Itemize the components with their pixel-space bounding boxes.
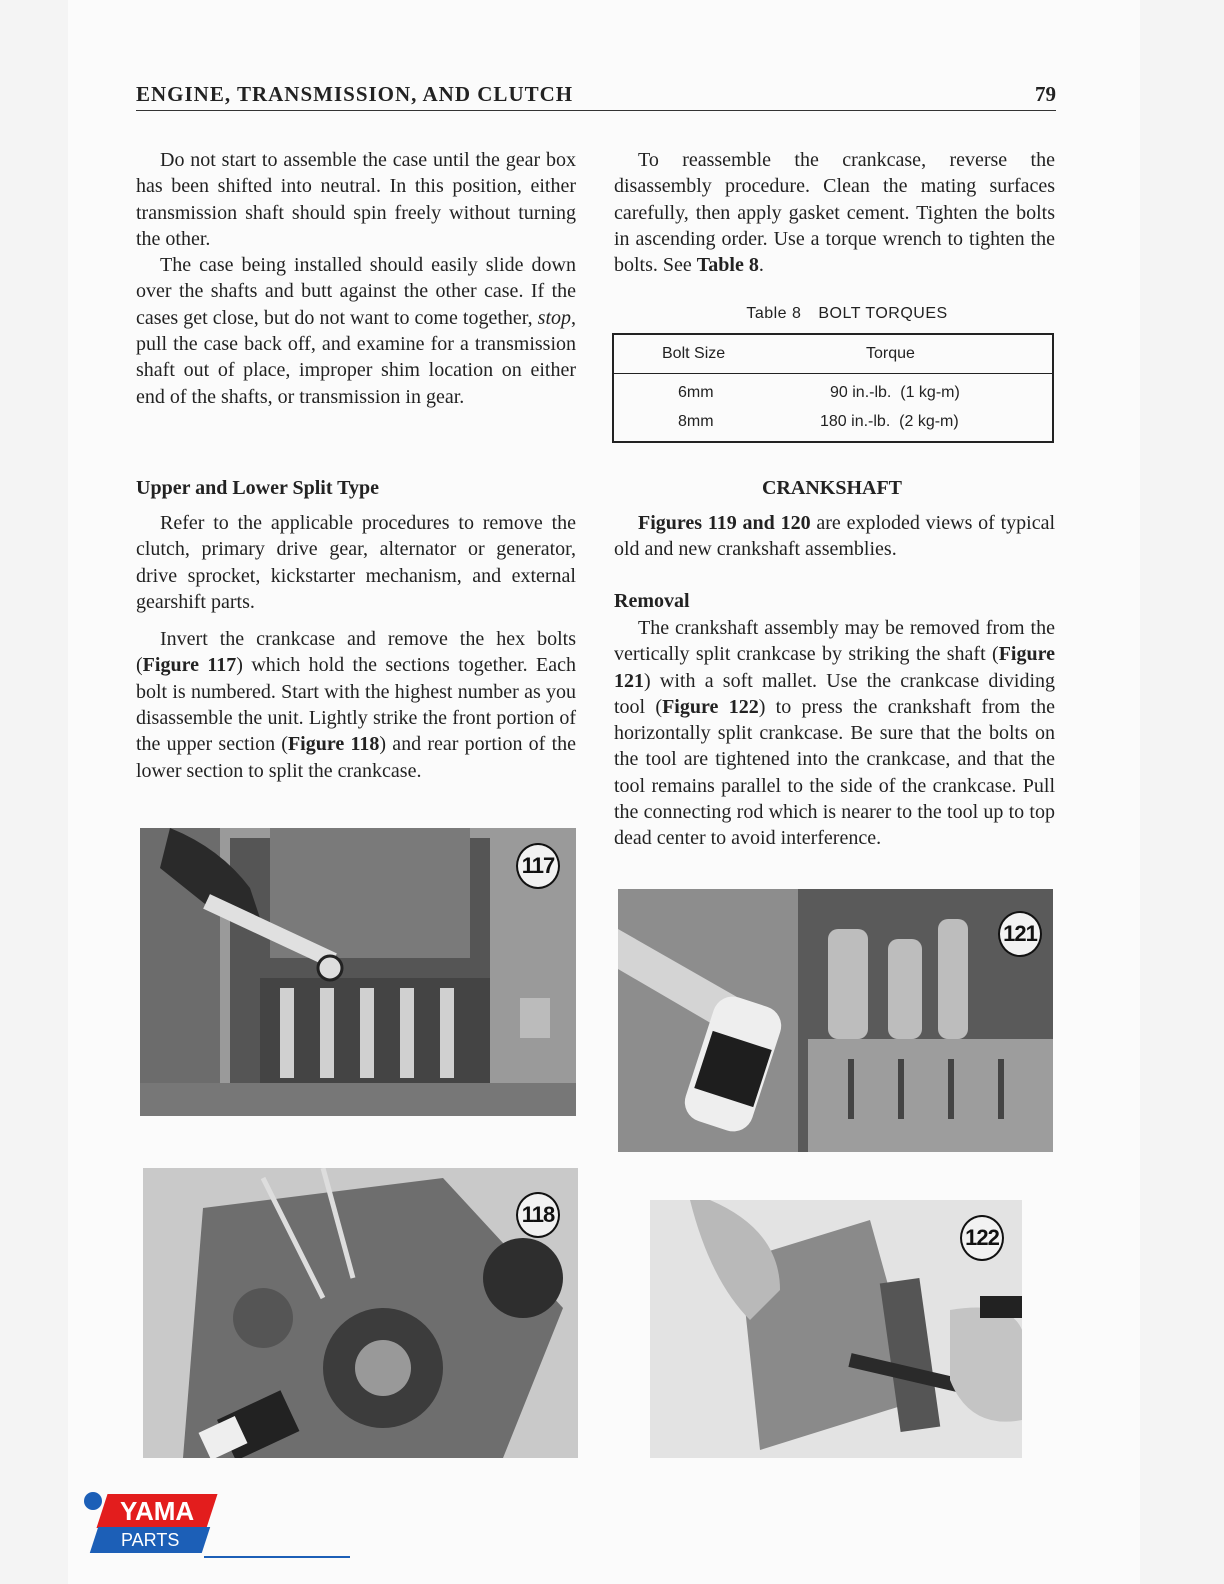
- refer-paragraph: Refer to the applicable procedures to remove the clutch, primary drive gear, alternator or generator, drive sprocket, kickstarter mechanism, and external gearshift parts.: [136, 512, 576, 613]
- bolt-size-header: Bolt Size: [613, 334, 812, 374]
- torque-header: Torque: [812, 334, 1053, 374]
- logo-parts: PARTS: [90, 1527, 210, 1553]
- removal-heading: Removal: [614, 590, 690, 612]
- table-ref: Table 8: [696, 254, 759, 277]
- table-title: BOLT TORQUES: [818, 305, 948, 322]
- figure-ref: Figure 118: [287, 733, 380, 756]
- page-number: 79: [1035, 82, 1056, 106]
- figure-ref: Figure 122: [662, 695, 759, 718]
- case-install-paragraph: The case being installed should easily slide down over the shafts and butt against the other case. If the cases get close, but do not want to come together, stop, pull the case back off, and examine for a transmission shaft out of place, improper shim location on either end of the shafts, or transmission in gear.: [136, 254, 577, 408]
- yama-parts-logo: [84, 1492, 268, 1560]
- figure-122-badge: 122: [960, 1215, 1004, 1261]
- figure-118-photo: [143, 1168, 578, 1458]
- torque-cell: 180 in.-lb. (2 kg-m): [820, 413, 959, 431]
- neutral-paragraph: Do not start to assemble the case until the gear box has been shifted into neutral. In this position, either transmission shaft should spin freely without turning the other.: [136, 149, 576, 250]
- logo-underline: [204, 1556, 350, 1558]
- removal-text: [614, 615, 1055, 852]
- bolt-torque-table: [612, 333, 1054, 443]
- crankshaft-intro: [614, 510, 1055, 563]
- logo-yama: YAMA: [96, 1494, 217, 1528]
- invert-paragraph: Invert the crankcase and remove the hex bolts (Figure 117) which hold the sections together. Each bolt is numbered. Start with the highest number as you disassemble the unit. Lightly strike the front portion of the upper section (Figure 118) and rear portion of the lower section to split the crankcase.: [136, 628, 577, 782]
- left-procedure-text: [136, 510, 576, 784]
- page-header: [136, 82, 1056, 111]
- upper-lower-split-heading: Upper and Lower Split Type: [136, 477, 380, 499]
- figure-ref: Figure 117: [142, 654, 237, 677]
- figure-118-badge: 118: [516, 1192, 560, 1238]
- figure-ref: Figures 119 and 120: [638, 512, 811, 534]
- table-row: [613, 413, 1053, 442]
- bolt-size-cell: 6mm: [678, 384, 714, 401]
- figure-121-photo: [618, 889, 1053, 1152]
- table-caption: [614, 305, 1080, 323]
- figure-117-photo: [140, 828, 576, 1116]
- figure-117-badge: 117: [516, 843, 560, 889]
- crankshaft-section-title: CRANKSHAFT: [761, 477, 902, 499]
- reassemble-text: [614, 147, 1055, 278]
- reassemble-paragraph: To reassemble the crankcase, reverse the disassembly procedure. Clean the mating surfaces carefully, then apply gasket cement. Tighten the bolts in ascending order. Use a torque wrench to tighten the bolts. See Table 8.: [614, 149, 1055, 277]
- tuning-fork-icon: [84, 1492, 102, 1510]
- left-intro-text: [136, 147, 576, 410]
- exploded-views-paragraph: Figures 119 and 120 are exploded views of typical old and new crankshaft assemblies.: [614, 512, 1056, 561]
- removal-paragraph: The crankshaft assembly may be removed from the vertically split crankcase by striking the shaft (Figure 121) with a soft mallet. Use the crankcase dividing tool (Figure 122) to press the crankshaft from the horizontally split crankcase. Be sure that the bolts on the tool are tightened into the crankcase, and that the tool remains parallel to the side of the crankcase. Pull the connecting rod which is nearer to the tool up to top dead center to avoid interference.: [614, 617, 1055, 850]
- bolt-size-cell: 8mm: [678, 413, 714, 431]
- table-header-row: [613, 334, 1053, 374]
- figure-ref: Figure 121: [614, 643, 1055, 692]
- figure-121-badge: 121: [998, 911, 1042, 957]
- table-number: Table 8: [746, 305, 802, 322]
- chapter-title: ENGINE, TRANSMISSION, AND CLUTCH: [136, 82, 574, 106]
- table-row: [613, 374, 1053, 414]
- torque-cell: 90 in.-lb. (1 kg-m): [830, 384, 960, 401]
